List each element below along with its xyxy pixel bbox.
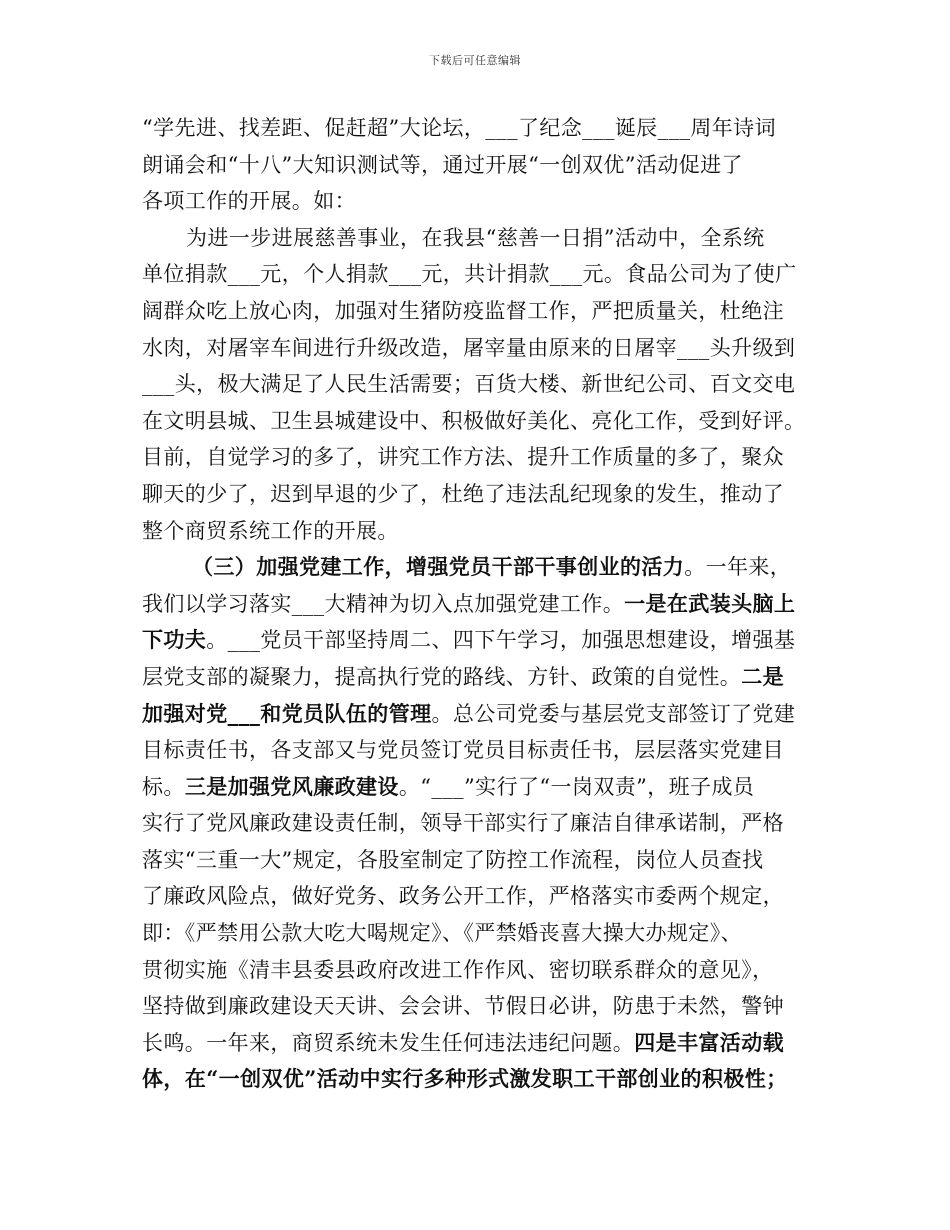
text-line	[142, 842, 830, 879]
text-line	[142, 330, 830, 367]
text-segment: 。总公司党委与基层党支部签订了党建	[431, 701, 796, 726]
text-line	[142, 403, 830, 440]
text-segment: 朗诵会和“十八”大知识测试等，通过开展“一创双优”活动促进了	[142, 152, 743, 177]
bold-text-segment: 三是加强党风廉政建设	[184, 773, 399, 799]
text-segment: “学先进、找差距、促赶超”大论坛，___了纪念___诞辰___周年诗词	[142, 116, 776, 140]
text-segment: 。___党员干部坚持周二、四下午学习，加强思想建设，增强基	[206, 628, 796, 653]
text-segment: 了廉政风险点，做好党务、政务公开工作，严格落实市委两个规定，	[142, 884, 784, 909]
text-line	[142, 915, 830, 952]
text-segment: 我们以学习落实___大精神为切入点加强党建工作。	[142, 591, 625, 616]
text-line	[142, 1025, 830, 1062]
text-segment: 实行了党风廉政建设责任制，领导干部实行了廉洁自律承诺制，严格	[142, 811, 784, 836]
text-line	[142, 1061, 830, 1098]
text-line	[142, 952, 830, 989]
text-segment: ___头，极大满足了人民生活需要；百货大楼、新世纪公司、百文交电	[142, 372, 796, 397]
text-segment: 。一年来，	[684, 555, 792, 580]
bold-text-segment: （三）加强党建工作，增强党员干部干事创业的活力	[192, 554, 685, 580]
text-segment: 水肉，对屠宰车间进行升级改造，屠宰量由原来的日屠宰___头升级到	[142, 335, 796, 360]
text-segment: 即：《严禁用公款大吃大喝规定》、《严禁婚丧喜大操大办规定》、	[142, 921, 742, 946]
text-segment: 长鸣。一年来，商贸系统未发生任何违法违纪问题。	[142, 1030, 635, 1055]
text-segment: 层党支部的凝聚力，提高执行党的路线、方针、政策的自觉性。	[142, 664, 742, 689]
bold-text-segment: 加强对党___和党员队伍的管理	[142, 700, 432, 726]
text-line	[142, 696, 830, 733]
text-line	[142, 293, 830, 330]
text-line	[142, 622, 830, 659]
bold-text-segment: 四是丰富活动载	[634, 1029, 785, 1055]
text-line	[142, 732, 830, 769]
text-segment: 标。	[142, 774, 185, 799]
text-segment: 各项工作的开展。如：	[142, 189, 356, 214]
text-segment: 单位捐款___元，个人捐款___元，共计捐款___元。食品公司为了使广	[142, 262, 797, 287]
page-header: 下载后可任意编辑	[429, 54, 521, 67]
text-line	[142, 988, 830, 1025]
text-segment: 整个商贸系统工作的开展。	[142, 518, 399, 543]
text-line	[142, 256, 830, 293]
text-line	[142, 183, 830, 220]
text-line	[142, 220, 830, 257]
text-segment: 阔群众吃上放心肉，加强对生猪防疫监督工作，严把质量关，杜绝注	[142, 298, 784, 323]
text-segment: 为进一步进展慈善事业，在我县“慈善一日捐”活动中，全系统	[186, 225, 765, 250]
text-segment: 坚持做到廉政建设天天讲、会会讲、节假日必讲，防患于未然，警钟	[142, 994, 784, 1019]
text-line	[142, 513, 830, 550]
bold-text-segment: 下功夫	[142, 627, 207, 653]
text-segment: 聊天的少了，迟到早退的少了，杜绝了违法乱纪现象的发生，推动了	[142, 481, 784, 506]
text-line	[142, 805, 830, 842]
document-body	[142, 110, 830, 1098]
text-line	[142, 769, 830, 806]
text-line	[142, 586, 830, 623]
text-line	[142, 439, 830, 476]
text-segment: 。“___”实行了“一岗双责”，班子成员	[398, 774, 755, 799]
text-line	[142, 659, 830, 696]
text-segment: 目标责任书，各支部又与党员签订党员目标责任书，层层落实党建目	[142, 738, 784, 763]
text-line	[142, 366, 830, 403]
bold-text-segment: 一是在武装头脑上	[624, 590, 796, 616]
bold-text-segment: 体，在“一创双优”活动中实行多种形式激发职工干部创业的积极性；	[142, 1066, 788, 1092]
text-segment: 在文明县城、卫生县城建设中、积极做好美化、亮化工作，受到好评。	[142, 408, 806, 433]
text-segment: 贯彻实施《清丰县委县政府改进工作作风、密切联系群众的意见》，	[142, 957, 774, 982]
text-line	[142, 147, 830, 184]
bold-text-segment: 二是	[741, 663, 785, 689]
text-line	[142, 549, 830, 586]
text-line	[142, 878, 830, 915]
text-segment: 落实“三重一大”规定，各股室制定了防控工作流程，岗位人员查找	[142, 847, 764, 872]
text-segment: 目前，自觉学习的多了，讲究工作方法、提升工作质量的多了，聚众	[142, 445, 784, 470]
text-line	[142, 110, 830, 147]
text-line	[142, 476, 830, 513]
